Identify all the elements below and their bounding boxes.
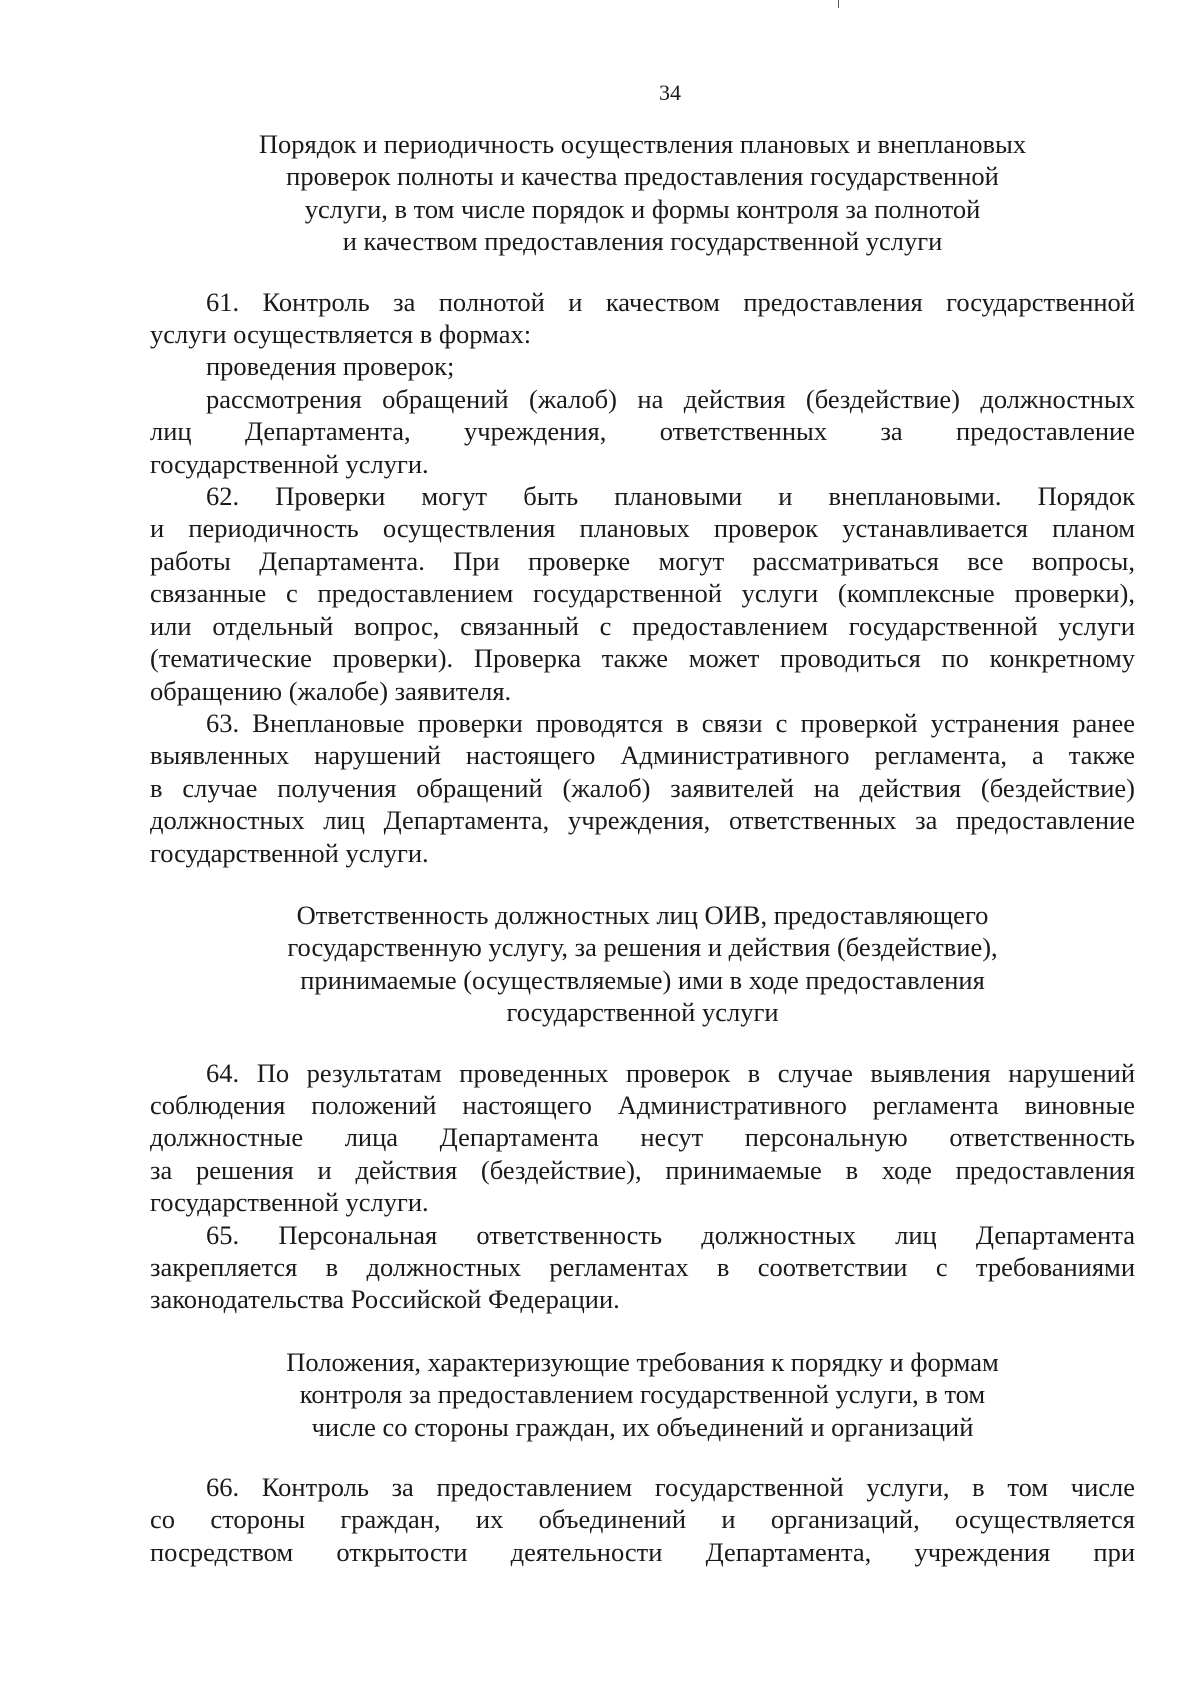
text-line: в случае получения обращений (жалоб) заявителей на действия (бездействие)	[150, 772, 1135, 803]
heading-line: числе со стороны граждан, их объединений и организаций	[311, 1411, 974, 1442]
text-line: за решения и действия (бездействие), принимаемые в ходе предоставления	[150, 1154, 1135, 1185]
text-line: 63. Внеплановые проверки проводятся в связи с проверкой устранения ранее	[206, 707, 1135, 738]
text-line: со стороны граждан, их объединений и организаций, осуществляется	[150, 1504, 1135, 1535]
text-line: государственной услуги.	[150, 1187, 429, 1218]
text-line: 62. Проверки могут быть плановыми и внеплановыми. Порядок	[206, 481, 1135, 512]
paragraph	[150, 707, 1135, 869]
text-line: проведения проверок;	[206, 351, 455, 382]
section-heading-responsibility	[150, 899, 1135, 1029]
text-line: рассмотрения обращений (жалоб) на действия (бездействие) должностных	[206, 383, 1135, 414]
text-line: лиц Департамента, учреждения, ответственных за предоставление	[150, 416, 1135, 447]
text-line: законодательства Российской Федерации.	[150, 1284, 620, 1315]
heading-line: государственную услугу, за решения и действия (бездействие),	[287, 932, 998, 963]
text-line: 66. Контроль за предоставлением государственной услуги, в том числе	[206, 1472, 1135, 1503]
paragraph	[150, 1057, 1135, 1219]
heading-line: государственной услуги	[506, 997, 779, 1028]
text-line: связанные с предоставлением государственной услуги (комплексные проверки),	[150, 578, 1135, 609]
section-body-control-requirements	[150, 1471, 1135, 1568]
text-line: 61. Контроль за полнотой и качеством предоставления государственной	[206, 286, 1135, 317]
heading-line: услуги, в том числе порядок и формы контроля за полнотой	[304, 193, 981, 224]
heading-line: контроля за предоставлением государственной услуги, в том	[299, 1379, 986, 1410]
text-line: услуги осуществляется в формах:	[150, 319, 532, 350]
page-number: 34	[659, 80, 681, 105]
section-heading-inspections	[150, 128, 1135, 258]
text-line: государственной услуги.	[150, 448, 429, 479]
text-line: обращению (жалобе) заявителя.	[150, 675, 512, 706]
text-line: и периодичность осуществления плановых проверок устанавливается планом	[150, 513, 1135, 544]
section-body-inspections	[150, 286, 1135, 869]
text-line: должностных лиц Департамента, учреждения, ответственных за предоставление	[150, 805, 1135, 836]
document-body	[150, 128, 1135, 1568]
text-line: выявленных нарушений настоящего Административного регламента, а также	[150, 740, 1135, 771]
text-line: закрепляется в должностных регламентах в соответствии с требованиями	[150, 1252, 1135, 1282]
paragraph	[150, 1471, 1135, 1568]
scan-edge-mark	[838, 0, 839, 8]
heading-line: и качеством предоставления государственной услуги	[342, 226, 943, 257]
text-line: соблюдения положений настоящего Административного регламента виновные	[150, 1089, 1135, 1120]
text-line: или отдельный вопрос, связанный с предоставлением государственной услуги	[150, 610, 1135, 641]
paragraph	[150, 1219, 1135, 1316]
text-line: посредством открытости деятельности Департамента, учреждения при	[150, 1536, 1135, 1567]
heading-line: Ответственность должностных лиц ОИВ, предоставляющего	[296, 899, 989, 930]
text-line: государственной услуги.	[150, 837, 429, 868]
section-body-responsibility	[150, 1057, 1135, 1316]
section-heading-control-requirements	[150, 1346, 1135, 1443]
text-line: работы Департамента. При проверке могут рассматриваться все вопросы,	[150, 545, 1135, 576]
text-line: 65. Персональная ответственность должностных лиц Департамента	[206, 1219, 1135, 1250]
heading-line: принимаемые (осуществляемые) ими в ходе предоставления	[300, 964, 985, 995]
text-line: должностные лица Департамента несут персональную ответственность	[150, 1122, 1135, 1153]
heading-line: проверок полноты и качества предоставления государственной	[286, 161, 999, 192]
text-line: (тематические проверки). Проверка также может проводиться по конкретному	[150, 643, 1135, 674]
text-line: 64. По результатам проведенных проверок в случае выявления нарушений	[206, 1057, 1135, 1088]
heading-line: Порядок и периодичность осуществления плановых и внеплановых	[258, 129, 1027, 159]
heading-line: Положения, характеризующие требования к порядку и формам	[286, 1346, 999, 1377]
paragraph	[150, 286, 1135, 480]
paragraph	[150, 480, 1135, 707]
